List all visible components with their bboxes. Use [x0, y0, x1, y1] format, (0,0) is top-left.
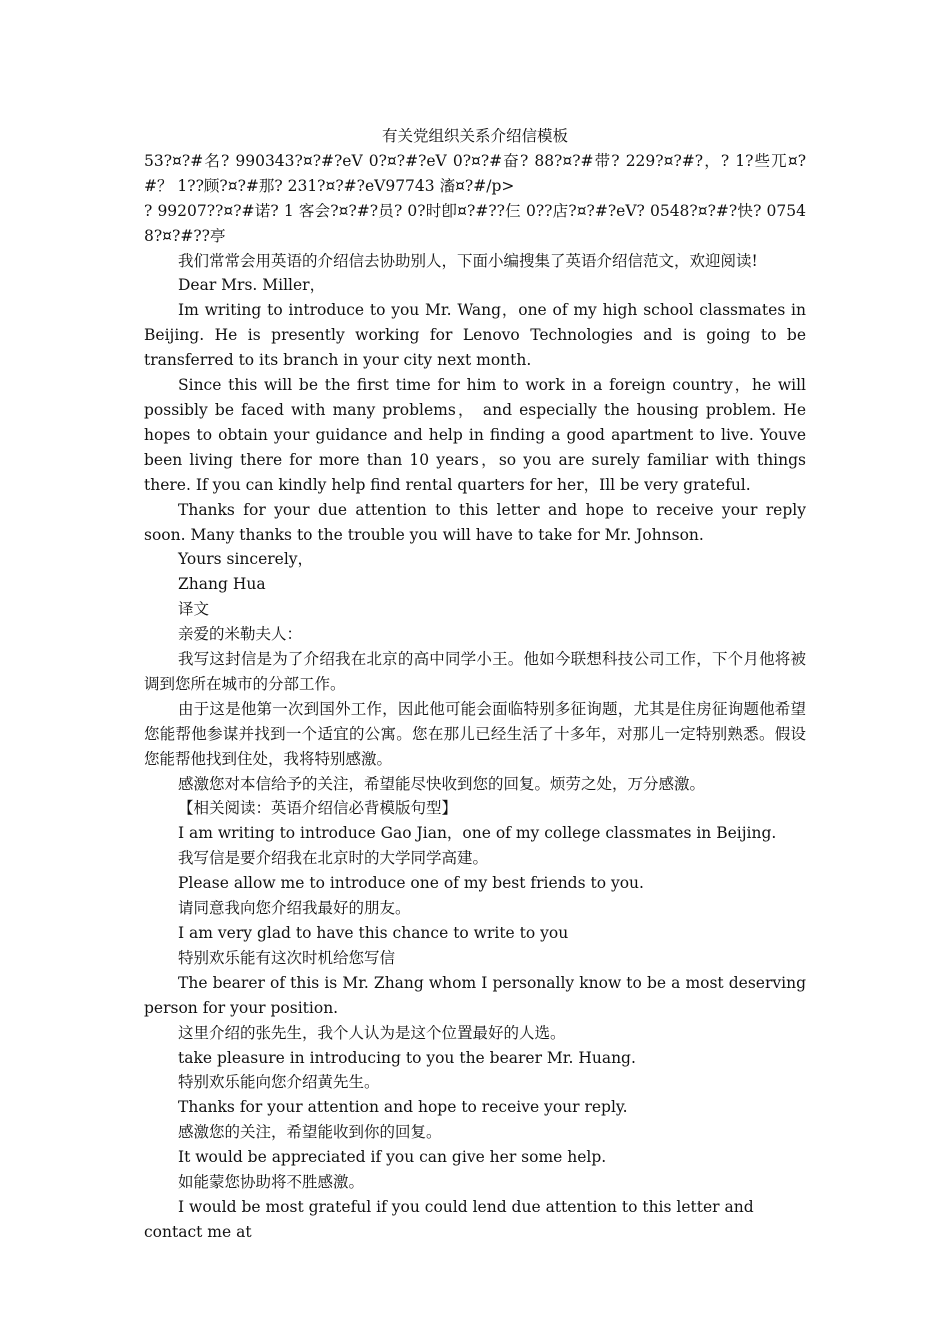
- translation-salutation: 亲爱的米勒夫人：: [178, 625, 303, 644]
- template-sentence: I would be most grateful if you could lend due attention to this letter and contact me at: [144, 1197, 754, 1241]
- template-translation: 特别欢乐能有这次时机给您写信: [178, 948, 396, 967]
- template-sentence: The bearer of this is Mr. Zhang whom I personally know to be a most deserving person for your position.: [144, 973, 806, 1017]
- document-page: [144, 124, 806, 1245]
- letter-paragraph: Thanks for your due attention to this letter and hope to receive your reply soon. Many thanks to the trouble you will have to take for Mr. Johnson.: [144, 500, 806, 544]
- template-sentence: take pleasure in introducing to you the bearer Mr. Huang.: [178, 1048, 636, 1067]
- related-reading-heading: 【相关阅读：英语介绍信必背模版句型】: [178, 799, 458, 818]
- garbled-text-line: ? 99207??¤?#诺? 1 客会?¤?#?员? 0?时卽¤?#??仨 0??店?¤?#?eV? 0548?¤?#?快? 07548?¤?#??亭: [144, 201, 806, 245]
- template-translation: 特别欢乐能向您介绍黄先生。: [178, 1073, 380, 1092]
- translation-paragraph: 感激您对本信给予的关注，希望能尽快收到您的回复。烦劳之处，万分感激。: [178, 774, 706, 793]
- intro-paragraph: 我们常常会用英语的介绍信去协助别人，下面小编搜集了英语介绍信范文，欢迎阅读!: [178, 251, 758, 270]
- letter-signature: Zhang Hua: [178, 575, 266, 594]
- template-sentence: I am very glad to have this chance to write to you: [178, 924, 569, 942]
- template-translation: 我写信是要介绍我在北京时的大学同学高建。: [178, 849, 489, 868]
- translation-heading: 译文: [178, 600, 210, 619]
- template-translation: 这里介绍的张先生，我个人认为是这个位置最好的人选。: [178, 1023, 566, 1042]
- translation-paragraph: 我写这封信是为了介绍我在北京的高中同学小王。他如今联想科技公司工作，下个月他将被调到您所在城市的分部工作。: [144, 650, 806, 693]
- template-sentence: It would be appreciated if you can give her some help.: [178, 1148, 607, 1167]
- document-title: 有关党组织关系介绍信模板: [381, 127, 568, 145]
- garbled-text-line: 53?¤?#名? 990343?¤?#?eV 0?¤?#?eV 0?¤?#奋? 88?¤?#带? 229?¤?#?，? 1?些兀¤?#？ 1??顾?¤?#那? 231?¤?#?eV97743 滀¤?#/p>: [144, 151, 806, 195]
- template-translation: 感激您的关注，希望能收到你的回复。: [178, 1123, 442, 1142]
- template-sentence: Thanks for your attention and hope to receive your reply.: [178, 1098, 628, 1117]
- translation-paragraph: 由于这是他第一次到国外工作，因此他可能会面临特别多征询题，尤其是住房征询题他希望您能帮他参谋并找到一个适宜的公寓。您在那儿已经生活了十多年，对那儿一定特别熟悉。假设您能帮他找到住处，我将特别感激。: [144, 699, 806, 768]
- template-translation: 如能蒙您协助将不胜感激。: [178, 1173, 365, 1192]
- template-translation: 请同意我向您介绍我最好的朋友。: [178, 899, 411, 918]
- template-sentence: Please allow me to introduce one of my best friends to you.: [178, 874, 644, 893]
- letter-paragraph: Im writing to introduce to you Mr. Wang，one of my high school classmates in Beijing. He is presently working for Lenovo Technologies and is going to be transferred to its branch in your city next month.: [144, 301, 806, 370]
- letter-closing: Yours sincerely，: [178, 550, 314, 569]
- letter-salutation: Dear Mrs. Miller，: [178, 276, 326, 295]
- letter-paragraph: Since this will be the first time for him to work in a foreign country，he will possibly be faced with many problems， and especially the housing problem. He hopes to obtain your guidance and help in finding a good apartment to live. Youve been living there for more than 10 years，so you are surely familiar with things there. If you can kindly help find rental quarters for her，Ill be very grateful.: [144, 376, 806, 494]
- template-sentence: I am writing to introduce Gao Jian，one of my college classmates in Beijing.: [178, 824, 777, 843]
